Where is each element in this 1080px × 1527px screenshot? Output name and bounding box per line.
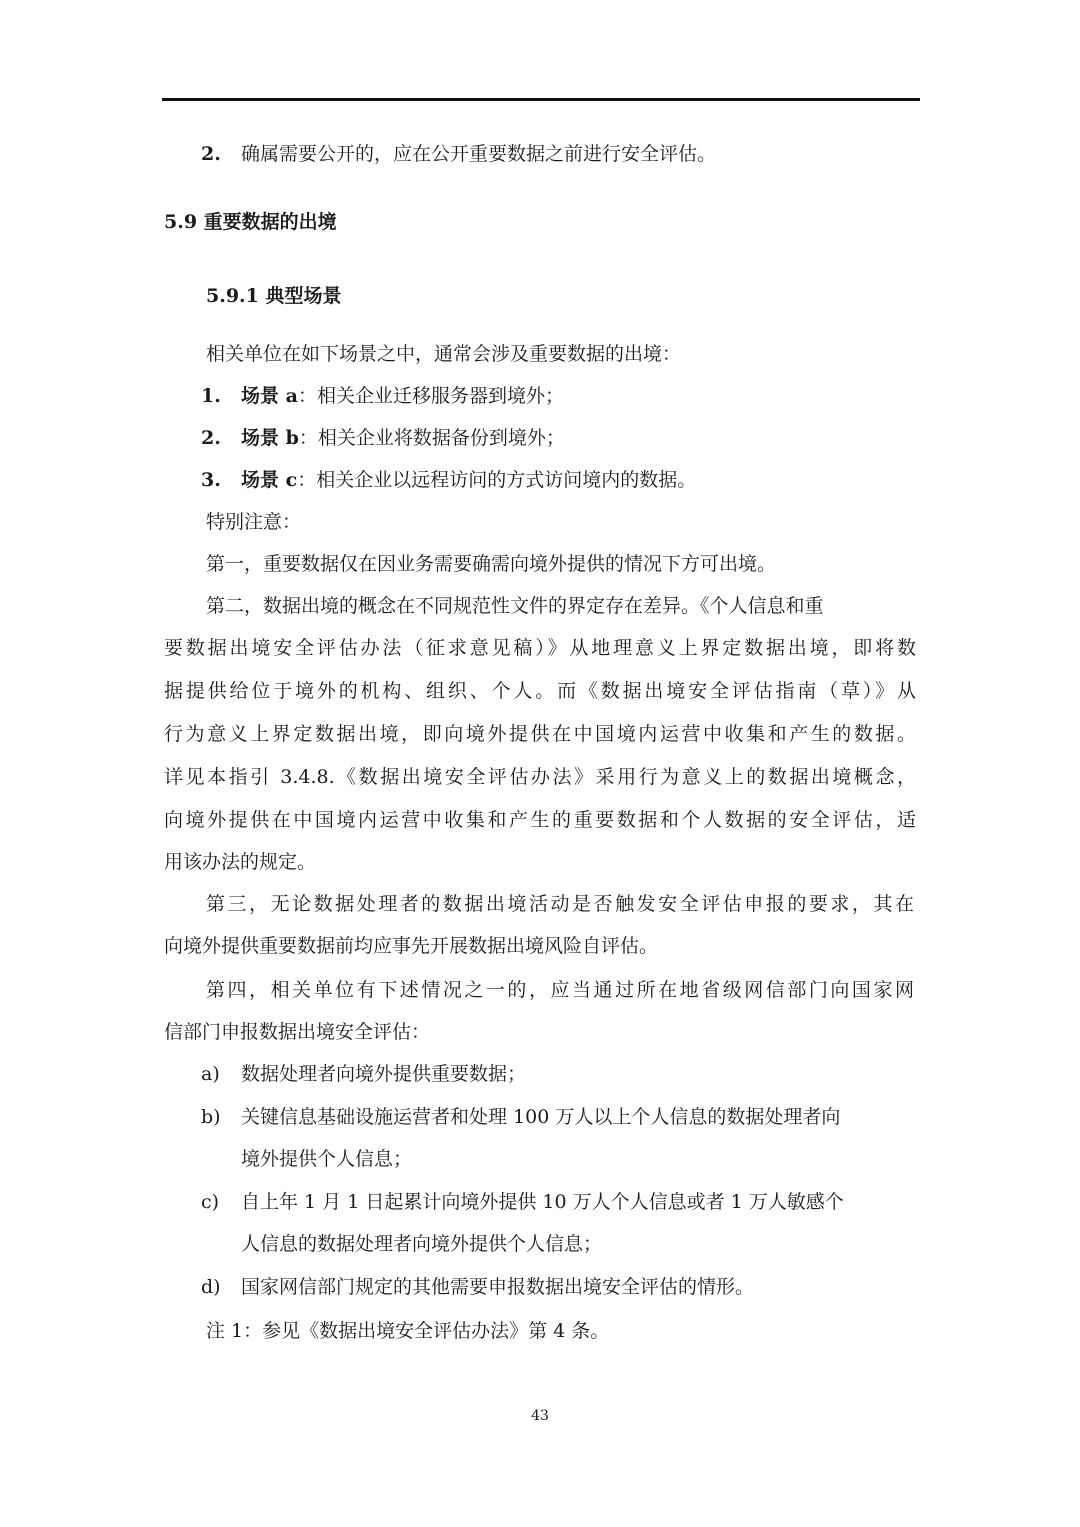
paragraph-line: 用该办法的规定。 [164, 851, 317, 873]
intro-text: 相关单位在如下场景之中，通常会涉及重要数据的出境： [206, 343, 682, 365]
list-number: 2. [201, 143, 221, 165]
scenario-item: 1. 场景 a：相关企业迁移服务器到境外； [201, 385, 564, 407]
list-item [201, 140, 716, 168]
case-text: 关键信息基础设施运营者和处理 100 万人以上个人信息的数据处理者向 [241, 1106, 841, 1128]
footnote: 注 1：参见《数据出境安全评估办法》第 4 条。 [206, 1320, 610, 1342]
notice-heading: 特别注意： [206, 511, 302, 533]
case-label: d) [201, 1276, 221, 1298]
scenario-label: 场景 c [241, 469, 298, 491]
case-text-continued: 境外提供个人信息； [241, 1148, 413, 1170]
scenario-item: 3. 场景 c：相关企业以远程访问的方式访问境内的数据。 [201, 469, 697, 491]
case-item [201, 1273, 754, 1301]
paragraph-line: 详见本指引 3.4.8.《数据出境安全评估办法》采用行为意义上的数据出境概念， [164, 766, 916, 788]
case-label: c) [201, 1191, 220, 1213]
section-title: 5.9 重要数据的出境 [164, 211, 337, 233]
paragraph-line: 第三，无论数据处理者的数据出境活动是否触发安全评估申报的要求，其在 [206, 893, 914, 915]
case-text-continued: 人信息的数据处理者向境外提供个人信息； [241, 1233, 603, 1255]
case-text: 自上年 1 月 1 日起累计向境外提供 10 万人个人信息或者 1 万人敏感个 [241, 1191, 844, 1213]
scenario-label: 场景 b [241, 427, 299, 449]
case-text: 国家网信部门规定的其他需要申报数据出境安全评估的情形。 [241, 1276, 755, 1298]
case-label: a) [201, 1063, 220, 1085]
scenario-text: ：相关企业以远程访问的方式访问境内的数据。 [297, 469, 697, 491]
paragraph-line: 据提供给位于境外的机构、组织、个人。而《数据出境安全评估指南（草）》从 [164, 680, 916, 702]
scenario-item: 2. 场景 b：相关企业将数据备份到境外； [201, 427, 565, 449]
paragraph-first: 第一，重要数据仅在因业务需要确需向境外提供的情况下方可出境。 [206, 553, 777, 575]
case-label: b) [201, 1106, 221, 1128]
paragraph-line: 向境外提供在中国境内运营中收集和产生的重要数据和个人数据的安全评估，适 [164, 809, 916, 831]
paragraph-line: 信部门申报数据出境安全评估： [164, 1021, 431, 1043]
page-number: 43 [531, 1408, 549, 1424]
case-item [201, 1103, 840, 1131]
paragraph-line: 要数据出境安全评估办法（征求意见稿）》从地理意义上界定数据出境，即将数 [164, 637, 916, 659]
scenario-label: 场景 a [241, 385, 298, 407]
paragraph-line: 行为意义上界定数据出境，即向境外提供在中国境内运营中收集和产生的数据。 [164, 723, 916, 745]
case-text: 数据处理者向境外提供重要数据； [241, 1063, 527, 1085]
paragraph-line: 第二，数据出境的概念在不同规范性文件的界定存在差异。《个人信息和重 [206, 595, 824, 617]
list-text: 确属需要公开的，应在公开重要数据之前进行安全评估。 [241, 143, 717, 165]
header-rule [162, 98, 920, 101]
subsection-title: 5.9.1 典型场景 [206, 285, 342, 307]
case-item [201, 1188, 844, 1216]
paragraph-line: 向境外提供重要数据前均应事先开展数据出境风险自评估。 [164, 935, 659, 957]
paragraph-line: 第四，相关单位有下述情况之一的，应当通过所在地省级网信部门向国家网 [206, 979, 914, 1001]
scenario-text: ：相关企业将数据备份到境外； [298, 427, 565, 449]
case-item [201, 1060, 526, 1088]
scenario-text: ：相关企业迁移服务器到境外； [297, 385, 564, 407]
